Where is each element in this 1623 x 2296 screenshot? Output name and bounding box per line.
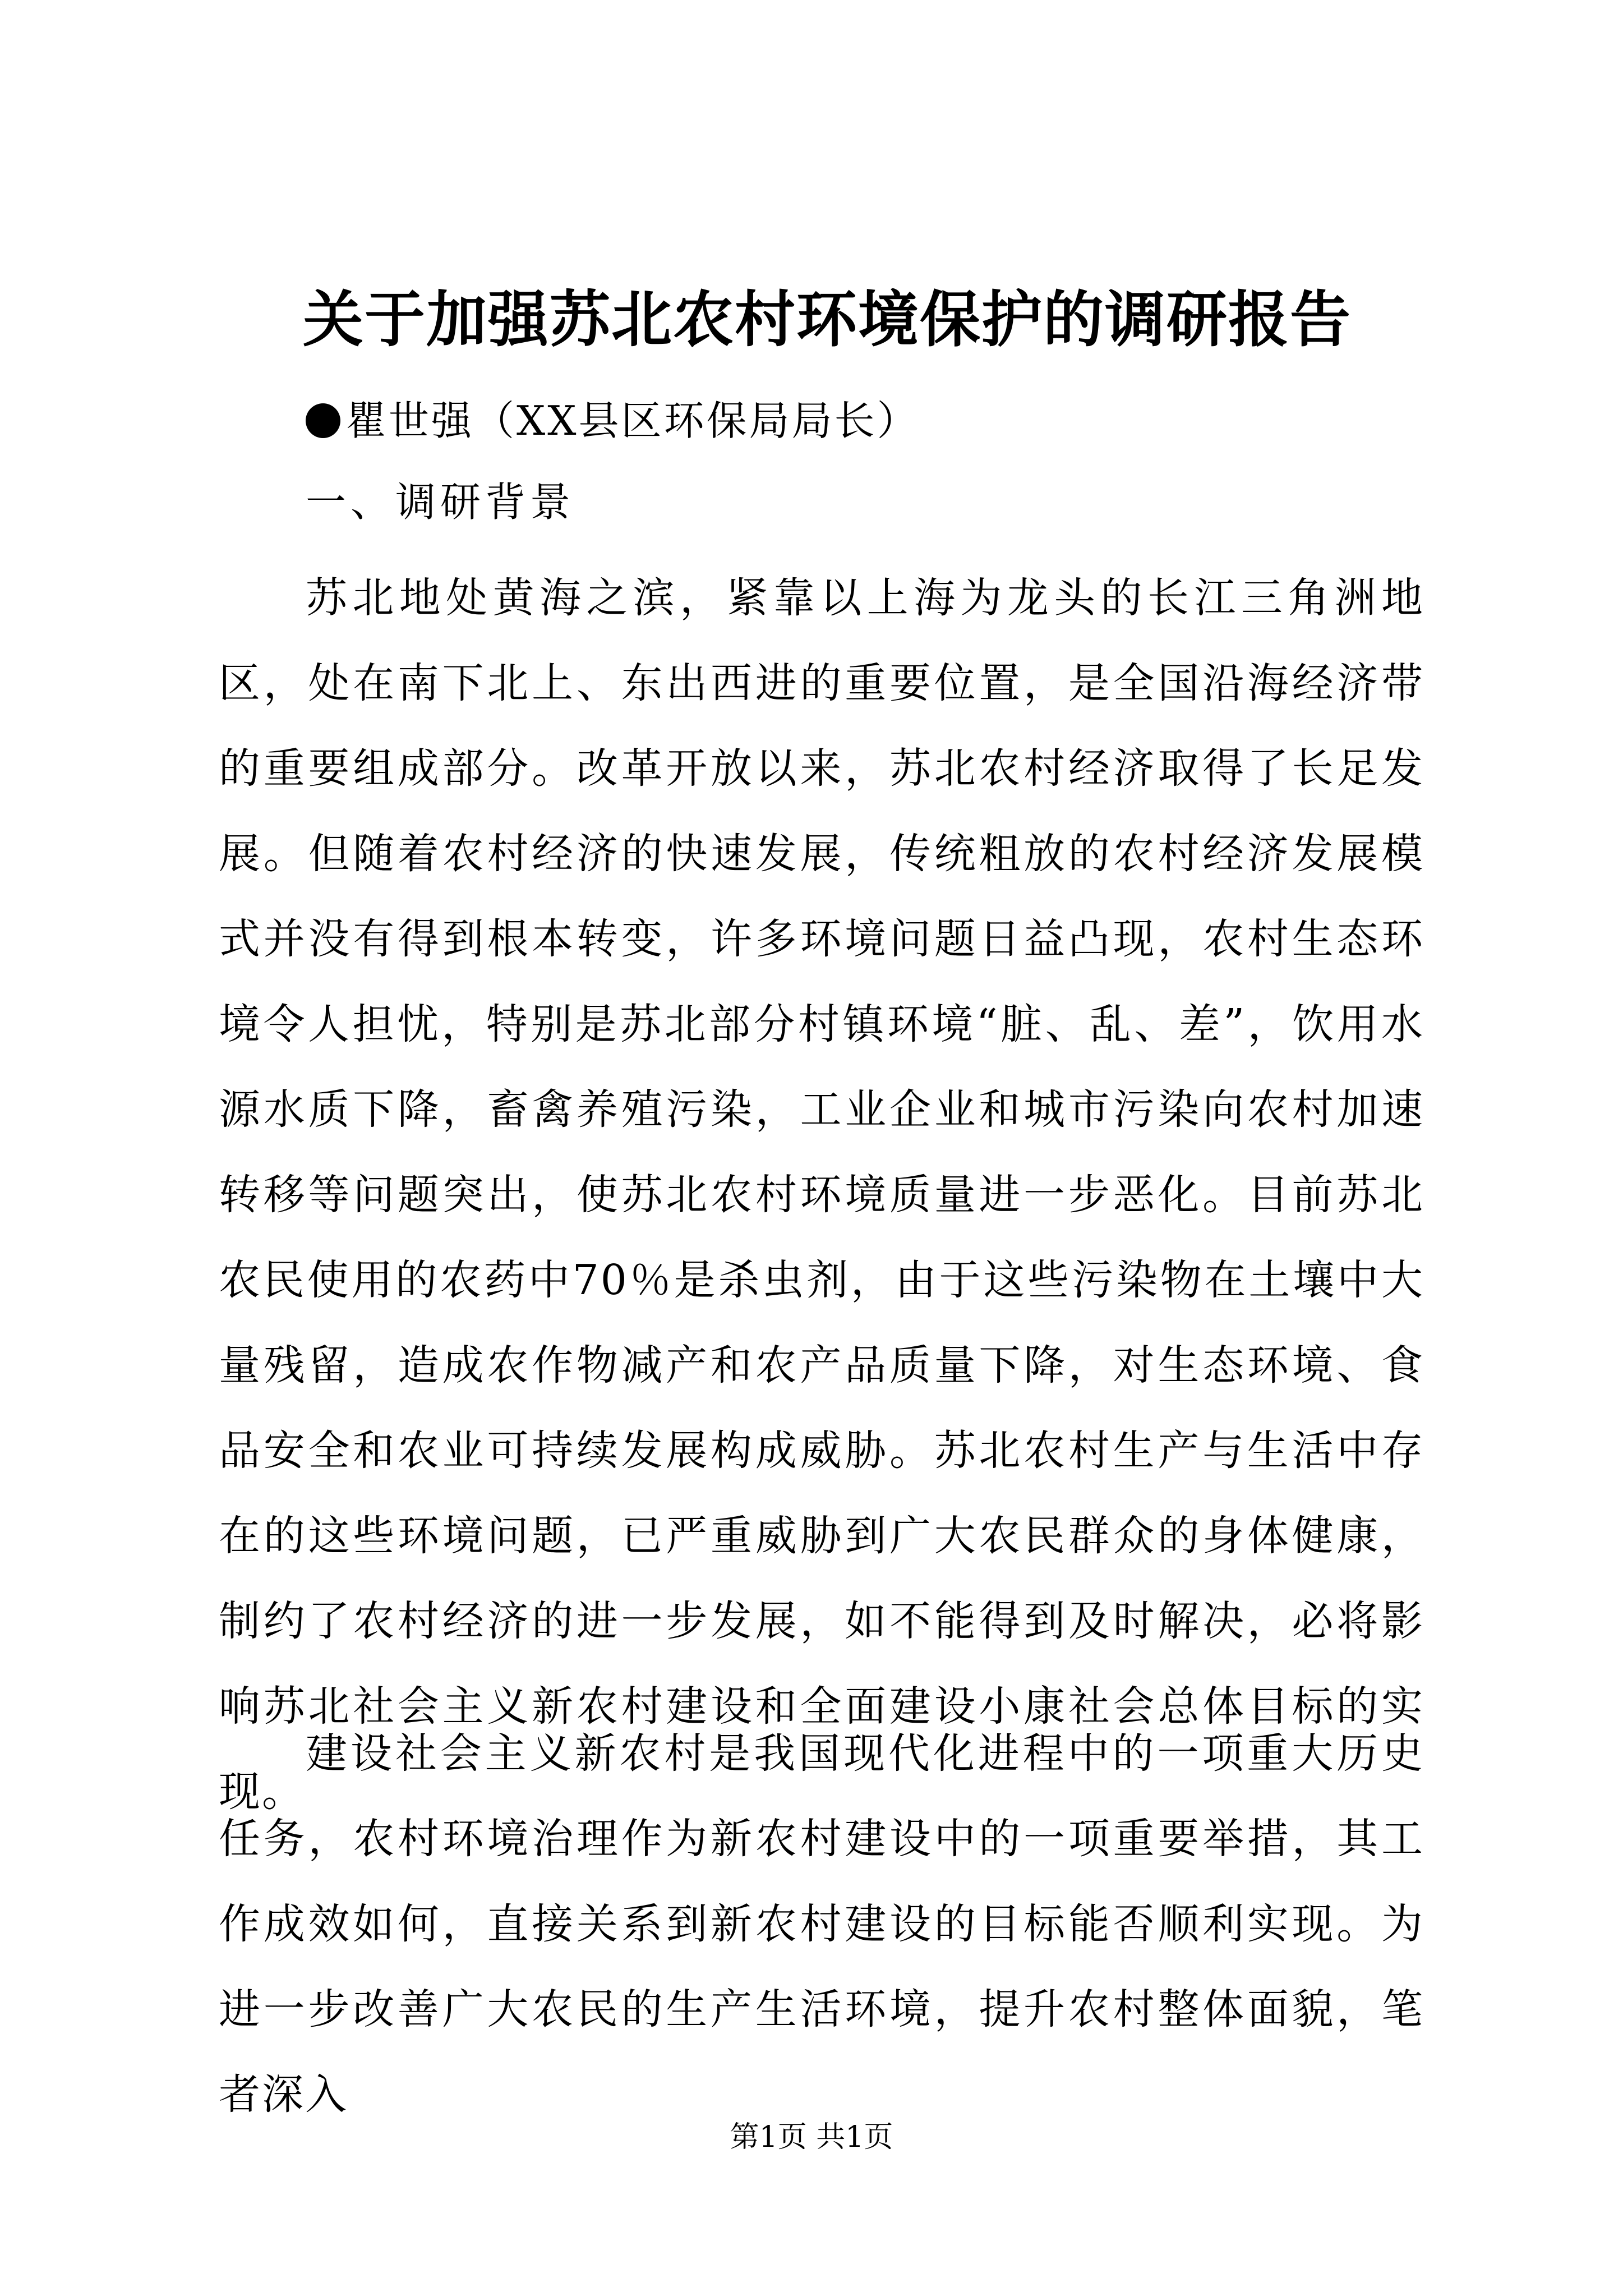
author-text: 瞿世强（XX县区环保局局长） (346, 397, 920, 444)
document-title: 关于加强苏北农村环境保护的调研报告 (303, 284, 1352, 355)
paragraph: 建设社会主义新农村是我国现代化进程中的一项重大历史任务，农村环境治理作为新农村建设中的一项重要举措，其工作成效如何，直接关系到新农村建设的目标能否顺利实现。为进一步改善广大农民的生产生活环境，提升农村整体面貌，笔者深入 (219, 1729, 1424, 2119)
author-line (306, 393, 920, 449)
bullet-icon (306, 403, 340, 438)
paragraph: 苏北地处黄海之滨，紧靠以上海为龙头的长江三角洲地区，处在南下北上、东出西进的重要位置，是全国沿海经济带的重要组成部分。改革开放以来，苏北农村经济取得了长足发展。但随着农村经济的快速发展，传统粗放的农村经济发展模式并没有得到根本转变，许多环境问题日益凸现，农村生态环境令人担忧，特别是苏北部分村镇环境“脏、乱、差”，饮用水源水质下降，畜禽养殖污染，工业企业和城市污染向农村加速转移等问题突出，使苏北农村环境质量进一步恶化。目前苏北农民使用的农药中70％是杀虫剂，由于这些污染物在土壤中大量残留，造成农作物减产和农产品质量下降，对生态环境、食品安全和农业可持续发展构成威胁。苏北农村生产与生活中存在的这些环境问题，已严重威胁到广大农民群众的身体健康，制约了农村经济的进一步发展，如不能得到及时解决，必将影响苏北社会主义新农村建设和全面建设小康社会总体目标的实现。 (219, 574, 1424, 1816)
page-footer: 第1页 共1页 (730, 2120, 893, 2154)
section-heading: 一、调研背景 (306, 478, 575, 526)
